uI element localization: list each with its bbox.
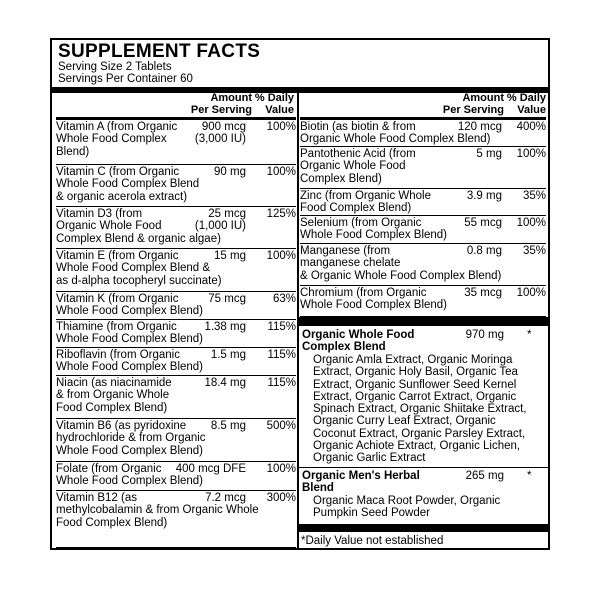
nutrient-daily-value: 100% bbox=[504, 148, 546, 160]
nutrient-amount: 0.8 mg bbox=[464, 245, 502, 257]
nutrient-amount: 7.2 mcg bbox=[202, 492, 246, 504]
nutrient-daily-value: 100% bbox=[504, 217, 546, 229]
serving-size: Serving Size 2 Tablets bbox=[58, 61, 172, 73]
nutrient-amount: 15 mg bbox=[211, 250, 246, 262]
blend-daily-value: * bbox=[527, 470, 532, 482]
nutrient-daily-value: 35% bbox=[504, 190, 546, 202]
nutrient-row bbox=[56, 120, 296, 165]
nutrient-name: Pantothenic Acid (from Organic Whole Food Complex Blend) bbox=[300, 148, 416, 185]
nutrient-daily-value: 115% bbox=[254, 349, 296, 361]
nutrient-name: Vitamin K (from Organic Whole Food Complex Blend) bbox=[56, 293, 204, 318]
nutrient-row bbox=[300, 147, 546, 189]
dv-header-left: % Daily Value bbox=[254, 92, 294, 116]
blend-ingredients: Organic Amla Extract, Organic Moringa Extract, Organic Holy Basil, Organic Tea Extract, Organic Sunflower Seed Kernel Extract, Organic Carrot Extract, Organic Spinach Extract, Organic Shiitake Extract, Organic Curry Leaf Extract, Organic Coconut Extract, Organic Parsley Extract, Organic Achiote Extract, Organic Lichen, Organic Garlic Extract bbox=[313, 354, 527, 465]
nutrient-amount: 400 mcg DFE bbox=[173, 463, 246, 475]
nutrient-name: Niacin (as niacinamide & from Organic Whole Food Complex Blend) bbox=[56, 377, 172, 414]
nutrient-daily-value: 300% bbox=[254, 492, 296, 504]
nutrient-amount: 18.4 mg bbox=[201, 377, 246, 389]
nutrient-row bbox=[56, 292, 296, 320]
nutrient-row bbox=[300, 120, 546, 147]
nutrient-daily-value: 100% bbox=[254, 121, 296, 133]
blend-daily-value: * bbox=[527, 329, 532, 341]
nutrient-row bbox=[300, 244, 546, 286]
panel-title: SUPPLEMENT FACTS bbox=[58, 41, 261, 62]
nutrient-row bbox=[56, 419, 296, 462]
nutrient-daily-value: 500% bbox=[254, 420, 296, 432]
nutrient-daily-value: 100% bbox=[254, 250, 296, 262]
nutrient-name: Vitamin B12 (as methylcobalamin & from Organic Whole Food Complex Blend) bbox=[56, 492, 259, 529]
nutrient-daily-value: 100% bbox=[254, 463, 296, 475]
nutrient-row bbox=[56, 207, 296, 249]
footnote-bar bbox=[299, 524, 548, 532]
nutrient-daily-value: 115% bbox=[254, 321, 296, 333]
dv-header-right: % Daily Value bbox=[506, 92, 546, 116]
nutrient-amount: 35 mcg bbox=[461, 287, 502, 299]
nutrient-name: Selenium (from Organic Whole Food Complex Blend) bbox=[300, 217, 448, 242]
blend-amount: 970 mg bbox=[465, 329, 504, 341]
nutrient-amount: 1.5 mg bbox=[208, 349, 246, 361]
nutrient-amount: 3.9 mg bbox=[464, 190, 502, 202]
nutrient-name: Riboflavin (from Organic Whole Food Complex Blend) bbox=[56, 349, 204, 374]
nutrient-row bbox=[300, 216, 546, 244]
nutrient-name: Chromium (from Organic Whole Food Complex Blend) bbox=[300, 287, 448, 312]
blend-ingredients: Organic Maca Root Powder, Organic Pumpkin Seed Powder bbox=[313, 495, 501, 520]
nutrient-daily-value: 63% bbox=[254, 293, 296, 305]
amount-header-left: Amount Per Serving bbox=[190, 92, 252, 116]
nutrient-amount: 75 mcg bbox=[205, 293, 246, 305]
nutrient-daily-value: 125% bbox=[254, 208, 296, 220]
blend-amount: 265 mg bbox=[465, 470, 504, 482]
nutrient-name: Vitamin C (from Organic Whole Food Complex Blend & organic acerola extract) bbox=[56, 166, 200, 203]
supplement-facts-panel bbox=[50, 38, 550, 550]
nutrient-daily-value: 35% bbox=[504, 245, 546, 257]
nutrient-name: Manganese (from manganese chelate & Organic Whole Food Complex Blend) bbox=[300, 245, 502, 282]
nutrient-daily-value: 115% bbox=[254, 377, 296, 389]
nutrient-daily-value: 100% bbox=[254, 166, 296, 178]
nutrient-name: Vitamin B6 (as pyridoxine hydrochloride & from Organic Whole Food Complex Blend) bbox=[56, 420, 206, 457]
nutrient-row bbox=[56, 320, 296, 348]
nutrient-row bbox=[300, 286, 546, 317]
footnote: *Daily Value not established bbox=[301, 535, 444, 547]
amount-header-right: Amount Per Serving bbox=[442, 92, 504, 116]
nutrient-daily-value: 100% bbox=[504, 287, 546, 299]
nutrient-amount: 5 mg bbox=[473, 148, 502, 160]
nutrient-row bbox=[56, 462, 296, 491]
nutrient-name: Vitamin E (from Organic Whole Food Complex Blend & as d-alpha tocopheryl succinate) bbox=[56, 250, 222, 287]
nutrient-amount: 90 mg bbox=[211, 166, 246, 178]
nutrient-row bbox=[56, 249, 296, 292]
nutrient-amount: 120 mcg bbox=[455, 121, 502, 133]
nutrient-amount: 25 mcg (1,000 IU) bbox=[192, 208, 246, 233]
nutrient-row bbox=[56, 376, 296, 419]
nutrient-name: Biotin (as biotin & from Organic Whole Food Complex Blend) bbox=[300, 121, 491, 146]
blend-name: Organic Men's Herbal Blend bbox=[302, 470, 420, 495]
nutrient-row bbox=[300, 189, 546, 216]
nutrient-row bbox=[56, 165, 296, 207]
nutrient-name: Thiamine (from Organic Whole Food Complex Blend) bbox=[56, 321, 204, 346]
blend-name: Organic Whole Food Complex Blend bbox=[302, 329, 415, 354]
nutrient-name: Zinc (from Organic Whole Food Complex Blend) bbox=[300, 190, 432, 215]
servings-per-container: Servings Per Container 60 bbox=[58, 73, 193, 85]
blend-separator-bar bbox=[299, 317, 548, 326]
nutrient-amount: 8.5 mg bbox=[208, 420, 246, 432]
nutrient-row bbox=[56, 348, 296, 376]
nutrient-amount: 900 mcg (3,000 IU) bbox=[192, 121, 246, 146]
nutrient-amount: 1.38 mg bbox=[201, 321, 246, 333]
nutrient-name: Vitamin D3 (from Organic Whole Food Complex Blend & organic algae) bbox=[56, 208, 221, 245]
blend-divider bbox=[299, 467, 548, 468]
nutrient-name: Folate (from Organic Whole Food Complex Blend) bbox=[56, 463, 204, 488]
nutrient-daily-value: 400% bbox=[504, 121, 546, 133]
nutrient-row bbox=[56, 491, 296, 548]
nutrient-amount: 55 mcg bbox=[461, 217, 502, 229]
nutrient-name: Vitamin A (from Organic Whole Food Complex Blend) bbox=[56, 121, 178, 158]
